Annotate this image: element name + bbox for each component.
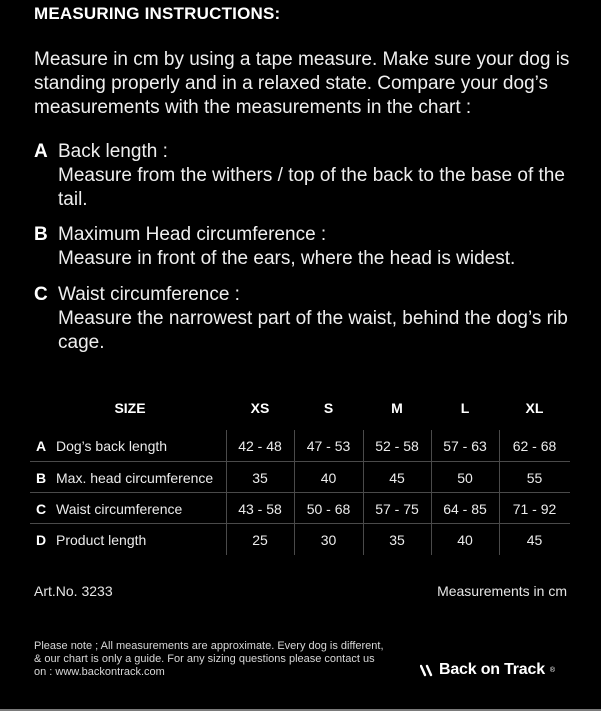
column-divider (431, 430, 432, 555)
table-cell: 30 (320, 531, 337, 548)
measurement-name: Back length : (58, 141, 168, 162)
row-letter: A (36, 437, 47, 454)
double-slash-logo-icon (420, 663, 435, 677)
row-letter: C (36, 500, 47, 517)
measurement-description: Measure in front of the ears, where the head is widest. (58, 248, 516, 269)
brand-logo (420, 660, 555, 680)
intro-paragraph: Measure in cm by using a tape measure. Make sure your dog is standing properly and in a relaxed state. Compare your dog’s measurements with the measurements in the chart : (34, 49, 570, 118)
table-cell: 43 - 58 (238, 500, 282, 517)
row-divider (30, 492, 570, 493)
column-divider (294, 430, 295, 555)
row-label: Waist circumference (56, 500, 183, 517)
row-label: Max. head circumference (56, 469, 214, 486)
table-row (30, 462, 570, 493)
table-row (30, 524, 570, 555)
table-header-row (30, 392, 570, 423)
size-col-m: M (391, 399, 403, 416)
row-label: Dog’s back length (56, 437, 168, 454)
registered-mark: ® (549, 666, 555, 674)
table-cell: 64 - 85 (443, 500, 487, 517)
size-col-xs: XS (250, 399, 270, 416)
table-cell: 45 (389, 469, 405, 486)
disclaimer-note: Please note ; All measurements are approximate. Every dog is different, & our chart is only a guide. For any sizing questions please contact us on : www.backontrack.com (34, 640, 384, 678)
measurement-description: Measure the narrowest part of the waist, behind the dog’s rib cage. (58, 308, 568, 353)
table-cell: 50 - 68 (306, 500, 351, 517)
table-cell: 62 - 68 (512, 437, 557, 454)
row-letter: B (36, 469, 47, 486)
table-cell: 42 - 48 (238, 437, 282, 454)
table-cell: 35 (389, 531, 405, 548)
table-cell: 40 (457, 531, 473, 548)
row-label: Product length (56, 531, 147, 548)
page-title: MEASURING INSTRUCTIONS: (34, 4, 281, 23)
article-number: Art.No. 3233 (34, 583, 113, 599)
size-col-l: L (460, 399, 470, 416)
measurement-letter: B (34, 224, 48, 245)
table-row (30, 430, 570, 461)
table-cell: 25 (252, 531, 268, 548)
measurement-description: Measure from the withers / top of the back to the base of the tail. (58, 165, 565, 210)
table-cell: 50 (457, 469, 473, 486)
measurement-name: Waist circumference : (58, 284, 240, 305)
column-divider (499, 430, 500, 555)
size-col-xl: XL (525, 399, 544, 416)
size-header: SIZE (114, 399, 146, 416)
table-cell: 57 - 75 (375, 500, 419, 517)
units-note: Measurements in cm (437, 583, 567, 599)
measurement-name: Maximum Head circumference : (58, 224, 327, 245)
size-col-s: S (323, 399, 334, 416)
measurement-letter: A (34, 141, 48, 162)
table-cell: 45 (526, 531, 543, 548)
column-divider (226, 430, 227, 555)
row-divider (30, 461, 570, 462)
table-cell: 47 - 53 (306, 437, 351, 454)
table-cell: 71 - 92 (512, 500, 557, 517)
table-cell: 35 (252, 469, 268, 486)
row-letter: D (36, 531, 47, 548)
table-cell: 52 - 58 (375, 437, 419, 454)
table-cell: 40 (320, 469, 337, 486)
measurement-b (34, 223, 579, 271)
brand-name: Back on Track (439, 661, 545, 678)
measurement-letter: C (34, 284, 48, 305)
measurement-a (34, 140, 579, 212)
row-divider (30, 523, 570, 524)
measurement-c (34, 283, 579, 355)
table-row (30, 493, 570, 524)
column-divider (363, 430, 364, 555)
table-cell: 57 - 63 (443, 437, 487, 454)
table-cell: 55 (526, 469, 543, 486)
